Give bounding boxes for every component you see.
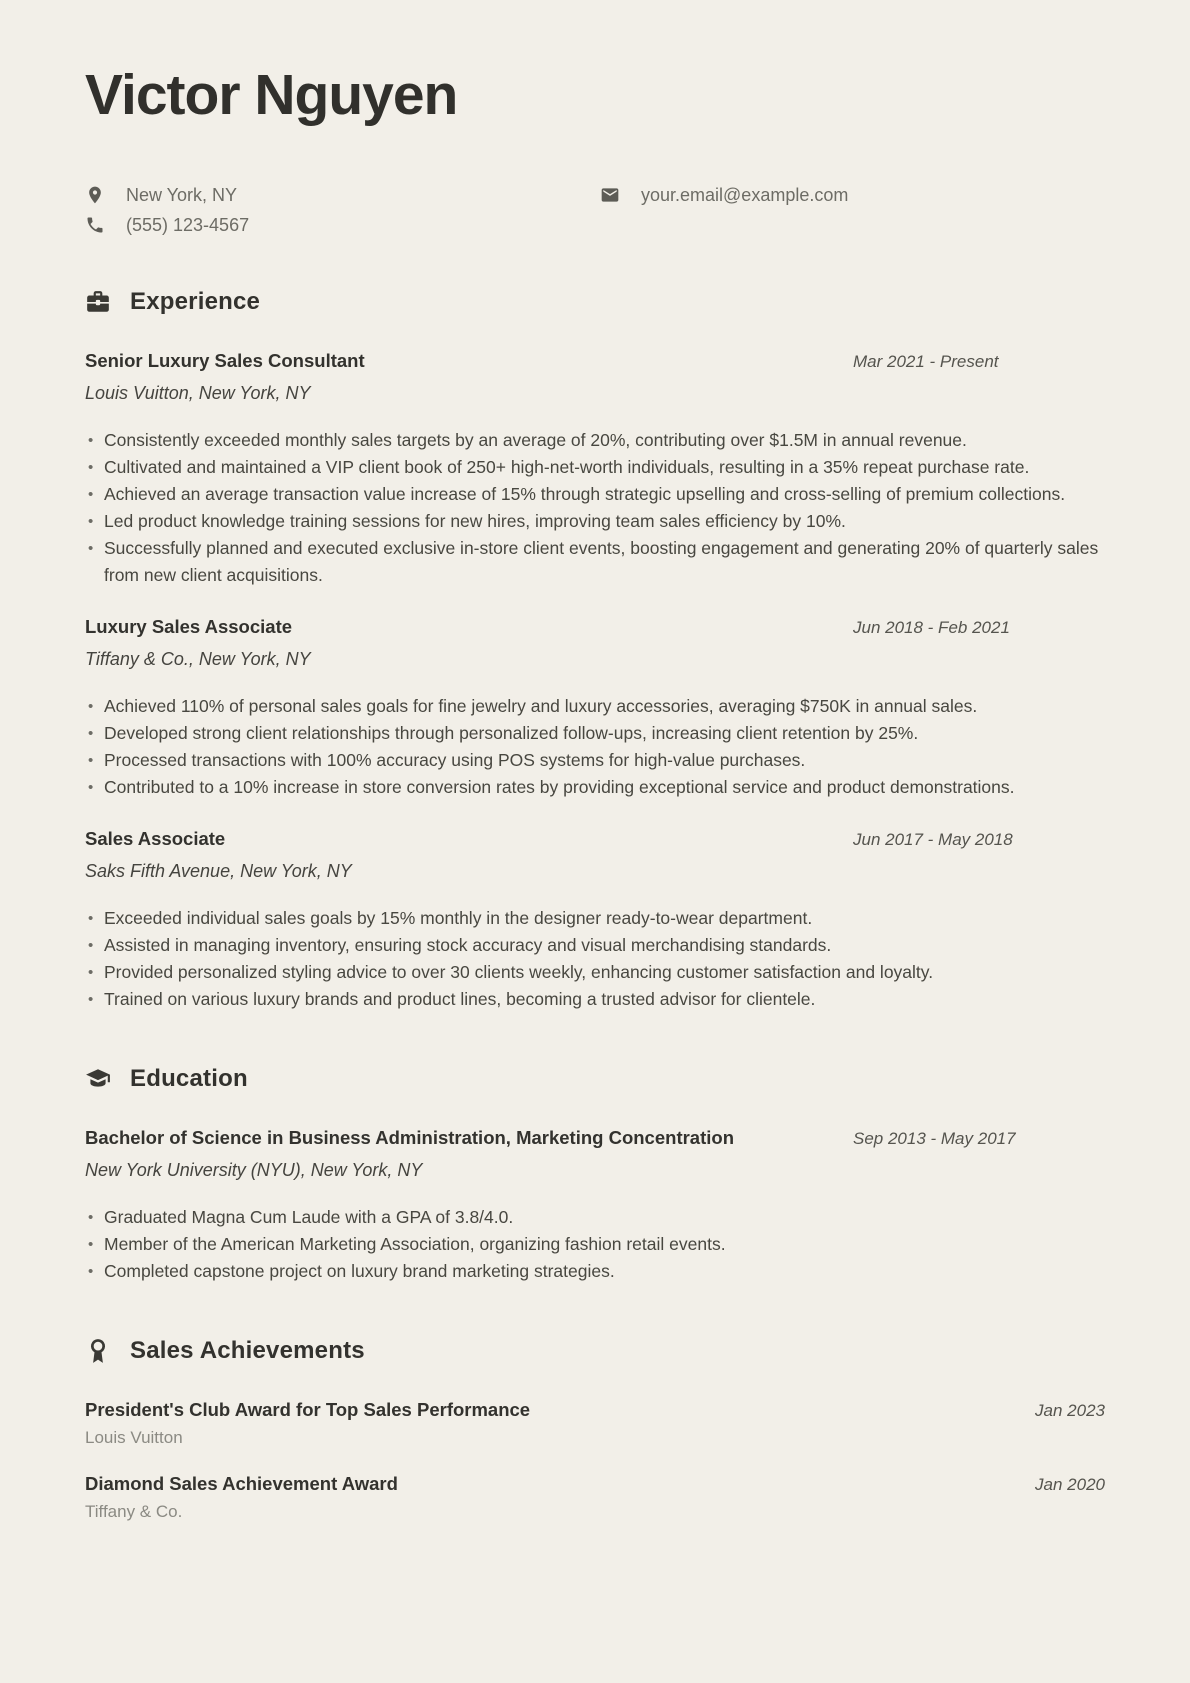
contact-info [85,185,1105,236]
entry-header [85,828,1105,850]
contact-email [600,185,1105,206]
job-dates: Mar 2021 - Present [853,351,999,371]
entry-header [85,1473,1105,1495]
experience-entry [85,616,1105,801]
job-company: Saks Fifth Avenue, New York, NY [85,860,352,881]
contact-column-right [600,185,1105,236]
job-bullets [85,693,1105,801]
contact-email-text: your.email@example.com [641,184,849,205]
entry-header [85,350,1105,372]
contact-column-left [85,185,600,236]
job-title: Senior Luxury Sales Consultant [85,349,365,371]
bullet-item: • Achieved 110% of personal sales goals for fine jewelry and luxury accessories, averaging $750K in annual sales. [85,693,1105,720]
award-title: Diamond Sales Achievement Award [85,1472,398,1494]
entry-header [85,1399,1105,1421]
bullet-item: • Contributed to a 10% increase in store conversion rates by providing exceptional service and product demonstrations. [85,774,1105,801]
achievements-heading [85,1337,1105,1365]
award-org: Tiffany & Co. [85,1501,183,1521]
job-title: Luxury Sales Associate [85,615,293,637]
entry-header [85,1127,1105,1149]
phone-icon [85,215,105,235]
entry-header [85,616,1105,638]
bullet-item: • Provided personalized styling advice to over 30 clients weekly, enhancing customer satisfaction and loyalty. [85,959,1105,986]
bullet-item: • Consistently exceeded monthly sales targets by an average of 20%, contributing over $1.5M in annual revenue. [85,427,1105,454]
bullet-item: • Developed strong client relationships through personalized follow-ups, increasing client retention by 25%. [85,720,1105,747]
bullet-item: • Graduated Magna Cum Laude with a GPA of 3.8/4.0. [85,1204,1105,1231]
contact-location [85,185,600,206]
graduation-cap-icon [85,1066,111,1092]
page-title: Victor Nguyen [85,63,458,127]
bullet-item: • Assisted in managing inventory, ensuring stock accuracy and visual merchandising standards. [85,932,1105,959]
mail-icon [600,185,620,205]
bullet-item: • Led product knowledge training sessions for new hires, improving team sales efficiency by 10%. [85,508,1105,535]
bullet-item: • Processed transactions with 100% accuracy using POS systems for high-value purchases. [85,747,1105,774]
award-title: President's Club Award for Top Sales Performance [85,1398,531,1420]
job-company: Tiffany & Co., New York, NY [85,648,311,669]
degree-dates: Sep 2013 - May 2017 [853,1128,1016,1148]
bullet-item: • Exceeded individual sales goals by 15% monthly in the designer ready-to-wear department. [85,905,1105,932]
bullet-item: • Member of the American Marketing Association, organizing fashion retail events. [85,1231,1105,1258]
experience-heading [85,288,1105,316]
section-experience [85,288,1105,1013]
job-company: Louis Vuitton, New York, NY [85,382,311,403]
award-org: Louis Vuitton [85,1427,183,1447]
bullet-item: • Achieved an average transaction value increase of 15% through strategic upselling and cross-selling of premium collections. [85,481,1105,508]
award-date: Jan 2020 [1035,1474,1105,1494]
education-bullets [85,1204,1105,1285]
section-education [85,1065,1105,1285]
award-date: Jan 2023 [1035,1400,1105,1420]
contact-phone-text: (555) 123-4567 [126,214,250,235]
achievement-entry [85,1473,1105,1522]
education-title: Education [130,1064,248,1092]
experience-entry [85,350,1105,589]
location-pin-icon [85,185,105,205]
bullet-item: • Cultivated and maintained a VIP client book of 250+ high-net-worth individuals, resulting in a 35% repeat purchase rate. [85,454,1105,481]
degree-title: Bachelor of Science in Business Administration, Marketing Concentration [85,1126,734,1148]
bullet-item: • Successfully planned and executed exclusive in-store client events, boosting engagement and generating 20% of quarterly sales from new client acquisitions. [85,535,1105,589]
contact-phone [85,215,600,236]
bullet-item: • Completed capstone project on luxury brand marketing strategies. [85,1258,1105,1285]
achievements-title: Sales Achievements [130,1336,365,1364]
job-bullets [85,905,1105,1013]
job-dates: Jun 2018 - Feb 2021 [853,617,1010,637]
bullet-item: • Trained on various luxury brands and product lines, becoming a trusted advisor for clientele. [85,986,1105,1013]
contact-location-text: New York, NY [126,184,238,205]
experience-title: Experience [130,287,261,315]
experience-entry [85,828,1105,1013]
job-dates: Jun 2017 - May 2018 [853,829,1013,849]
education-heading [85,1065,1105,1093]
education-entry [85,1127,1105,1285]
achievement-entry [85,1399,1105,1448]
briefcase-icon [85,289,111,315]
job-title: Sales Associate [85,827,226,849]
school-name: New York University (NYU), New York, NY [85,1159,423,1180]
award-ribbon-icon [85,1338,111,1364]
section-achievements [85,1337,1105,1522]
job-bullets [85,427,1105,589]
